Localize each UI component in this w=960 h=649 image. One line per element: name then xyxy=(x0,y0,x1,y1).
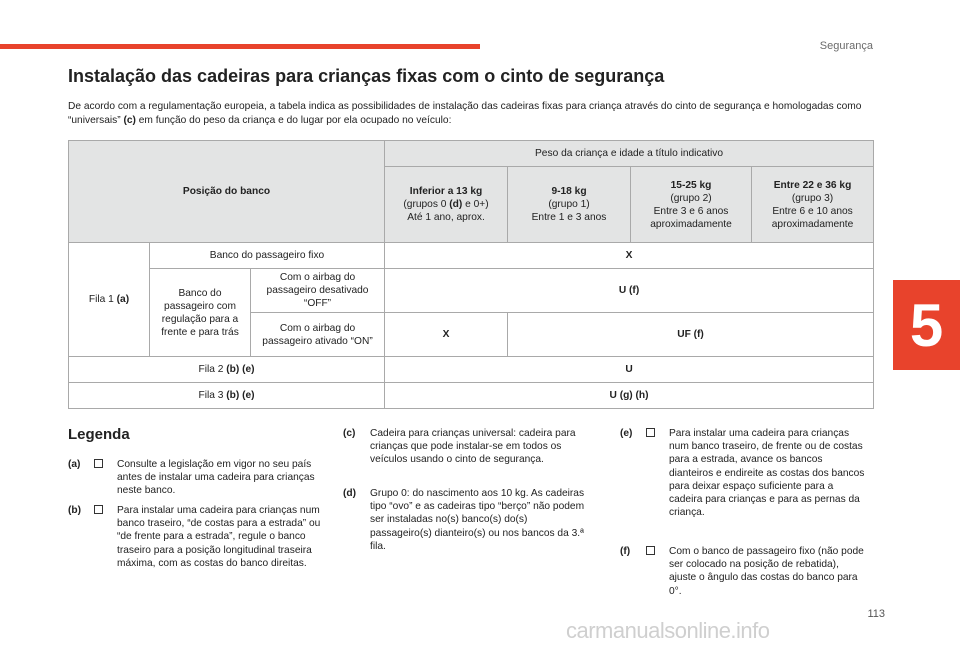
legend-note-b xyxy=(68,504,326,570)
note-e-text: Para instalar uma cadeira para crianças num banco traseiro, de frente ou de costas para a estrada, avance os bancos dianteiros e endireite as costas dos bancos para deixar espaço suficiente para a cadeira para crianças e para as pernas da criança. xyxy=(669,428,865,519)
group-1-age: Entre 1 e 3 anos xyxy=(531,212,607,223)
intro-ref: (c) xyxy=(123,114,136,126)
chapter-tab: 5 xyxy=(893,280,960,370)
legend-title: Legenda xyxy=(68,426,130,443)
note-e-bullet-icon xyxy=(646,428,655,437)
row-2-ref: (b) (e) xyxy=(226,364,255,375)
airbag-on-other-value: UF (f) xyxy=(508,313,874,357)
note-f-bullet-icon xyxy=(646,546,655,555)
seat-position-header: Posição do banco xyxy=(69,141,385,243)
watermark[interactable]: carmanualsonline.info xyxy=(566,618,770,643)
group-3-header xyxy=(752,167,874,243)
installation-table xyxy=(68,140,874,409)
group-0-weight: Inferior a 13 kg xyxy=(409,186,483,197)
row-2-label xyxy=(69,357,385,383)
group-0-group-ref: (d) xyxy=(449,199,463,210)
group-1-header xyxy=(508,167,631,243)
intro-paragraph xyxy=(68,100,868,127)
group-2-header xyxy=(631,167,752,243)
intro-text-1: De acordo com a regulamentação europeia, a tabela indica as possibilidades de instalação das cadeiras fixas para criança através do cinto de segurança e homologadas como “universais” xyxy=(68,101,862,126)
section-name: Segurança xyxy=(819,40,873,52)
fixed-seat-value: X xyxy=(385,243,874,269)
note-f-key: (f) xyxy=(620,546,631,557)
row-3-ref: (b) (e) xyxy=(226,390,255,401)
group-3-group: (grupo 3) xyxy=(791,192,834,204)
group-2-weight: 15-25 kg xyxy=(670,179,712,191)
group-3-age: Entre 6 e 10 anos aproximadamente xyxy=(771,205,854,230)
legend-note-f xyxy=(620,545,868,598)
airbag-off-value: U (f) xyxy=(385,269,874,313)
airbag-off-label: Com o airbag do passageiro desativado “OFF” xyxy=(251,269,385,313)
adjustable-seat-label: Banco do passageiro com regulação para a frente e para trás xyxy=(150,269,251,357)
airbag-on-group0-value: X xyxy=(385,313,508,357)
row-2-value: U xyxy=(385,357,874,383)
note-d-key: (d) xyxy=(343,488,357,499)
group-3-weight: Entre 22 e 36 kg xyxy=(773,179,852,191)
group-0-header xyxy=(385,167,508,243)
note-a-key: (a) xyxy=(68,459,81,470)
row-3-label xyxy=(69,383,385,409)
note-c-key: (c) xyxy=(343,428,356,439)
note-b-text: Para instalar uma cadeira para crianças num banco traseiro, “de costas para a estrada” ou “de frente para a estrada”, regule o banco traseiro para a posição longitudinal traseira máxima, com as costas do banco direitas. xyxy=(117,505,321,569)
row-1-ref: (a) xyxy=(116,294,130,305)
note-f-text: Com o banco de passageiro fixo (não pode ser colocado na posição de rebatida), ajuste o ângulo das costas do banco para 0°. xyxy=(669,546,864,597)
row-2-label-text: Fila 2 xyxy=(198,364,227,375)
row-3-value: U (g) (h) xyxy=(385,383,874,409)
fixed-seat-label: Banco do passageiro fixo xyxy=(150,243,385,269)
note-e-key: (e) xyxy=(620,428,633,439)
note-a-bullet-icon xyxy=(94,459,103,468)
legend-note-a xyxy=(68,458,326,498)
group-0-age: Até 1 ano, aprox. xyxy=(407,212,485,223)
group-2-group: (grupo 2) xyxy=(670,192,712,204)
note-c-text: Cadeira para crianças universal: cadeira para crianças que pode instalar-se em todos os veículos usando o cinto de segurança. xyxy=(370,428,576,466)
group-1-weight: 9-18 kg xyxy=(551,186,587,197)
legend-note-d xyxy=(343,487,591,553)
row-3-label-text: Fila 3 xyxy=(198,390,227,401)
group-0-group-post: e 0+) xyxy=(462,199,489,210)
note-b-bullet-icon xyxy=(94,505,103,514)
note-a-text: Consulte a legislação em vigor no seu país antes de instalar uma cadeira para crianças neste banco. xyxy=(117,459,315,497)
group-1-group: (grupo 1) xyxy=(548,199,590,210)
legend-note-e xyxy=(620,427,868,519)
note-b-key: (b) xyxy=(68,505,82,516)
group-0-group-pre: (grupos 0 xyxy=(403,199,450,210)
legend-note-c xyxy=(343,427,591,467)
airbag-on-label: Com o airbag do passageiro ativado “ON” xyxy=(251,313,385,357)
row-1-label-text: Fila 1 xyxy=(88,294,117,305)
page-number: 113 xyxy=(867,608,885,620)
note-d-text: Grupo 0: do nascimento aos 10 kg. As cadeiras tipo “ovo” e as cadeiras tipo “berço” não podem ser instaladas no(s) banco(s) do(s) passageiro(s) dianteiro(s) ou nos bancos da 3.ª fila. xyxy=(370,488,585,552)
accent-bar xyxy=(0,44,480,49)
intro-text-2: em função do peso da criança e do lugar por ela ocupado no veículo: xyxy=(135,114,452,126)
group-2-age: Entre 3 e 6 anos aproximadamente xyxy=(650,205,732,230)
row-1-label xyxy=(69,243,150,357)
page-title: Instalação das cadeiras para crianças fixas com o cinto de segurança xyxy=(68,66,665,86)
weight-header: Peso da criança e idade a título indicativo xyxy=(385,141,874,167)
